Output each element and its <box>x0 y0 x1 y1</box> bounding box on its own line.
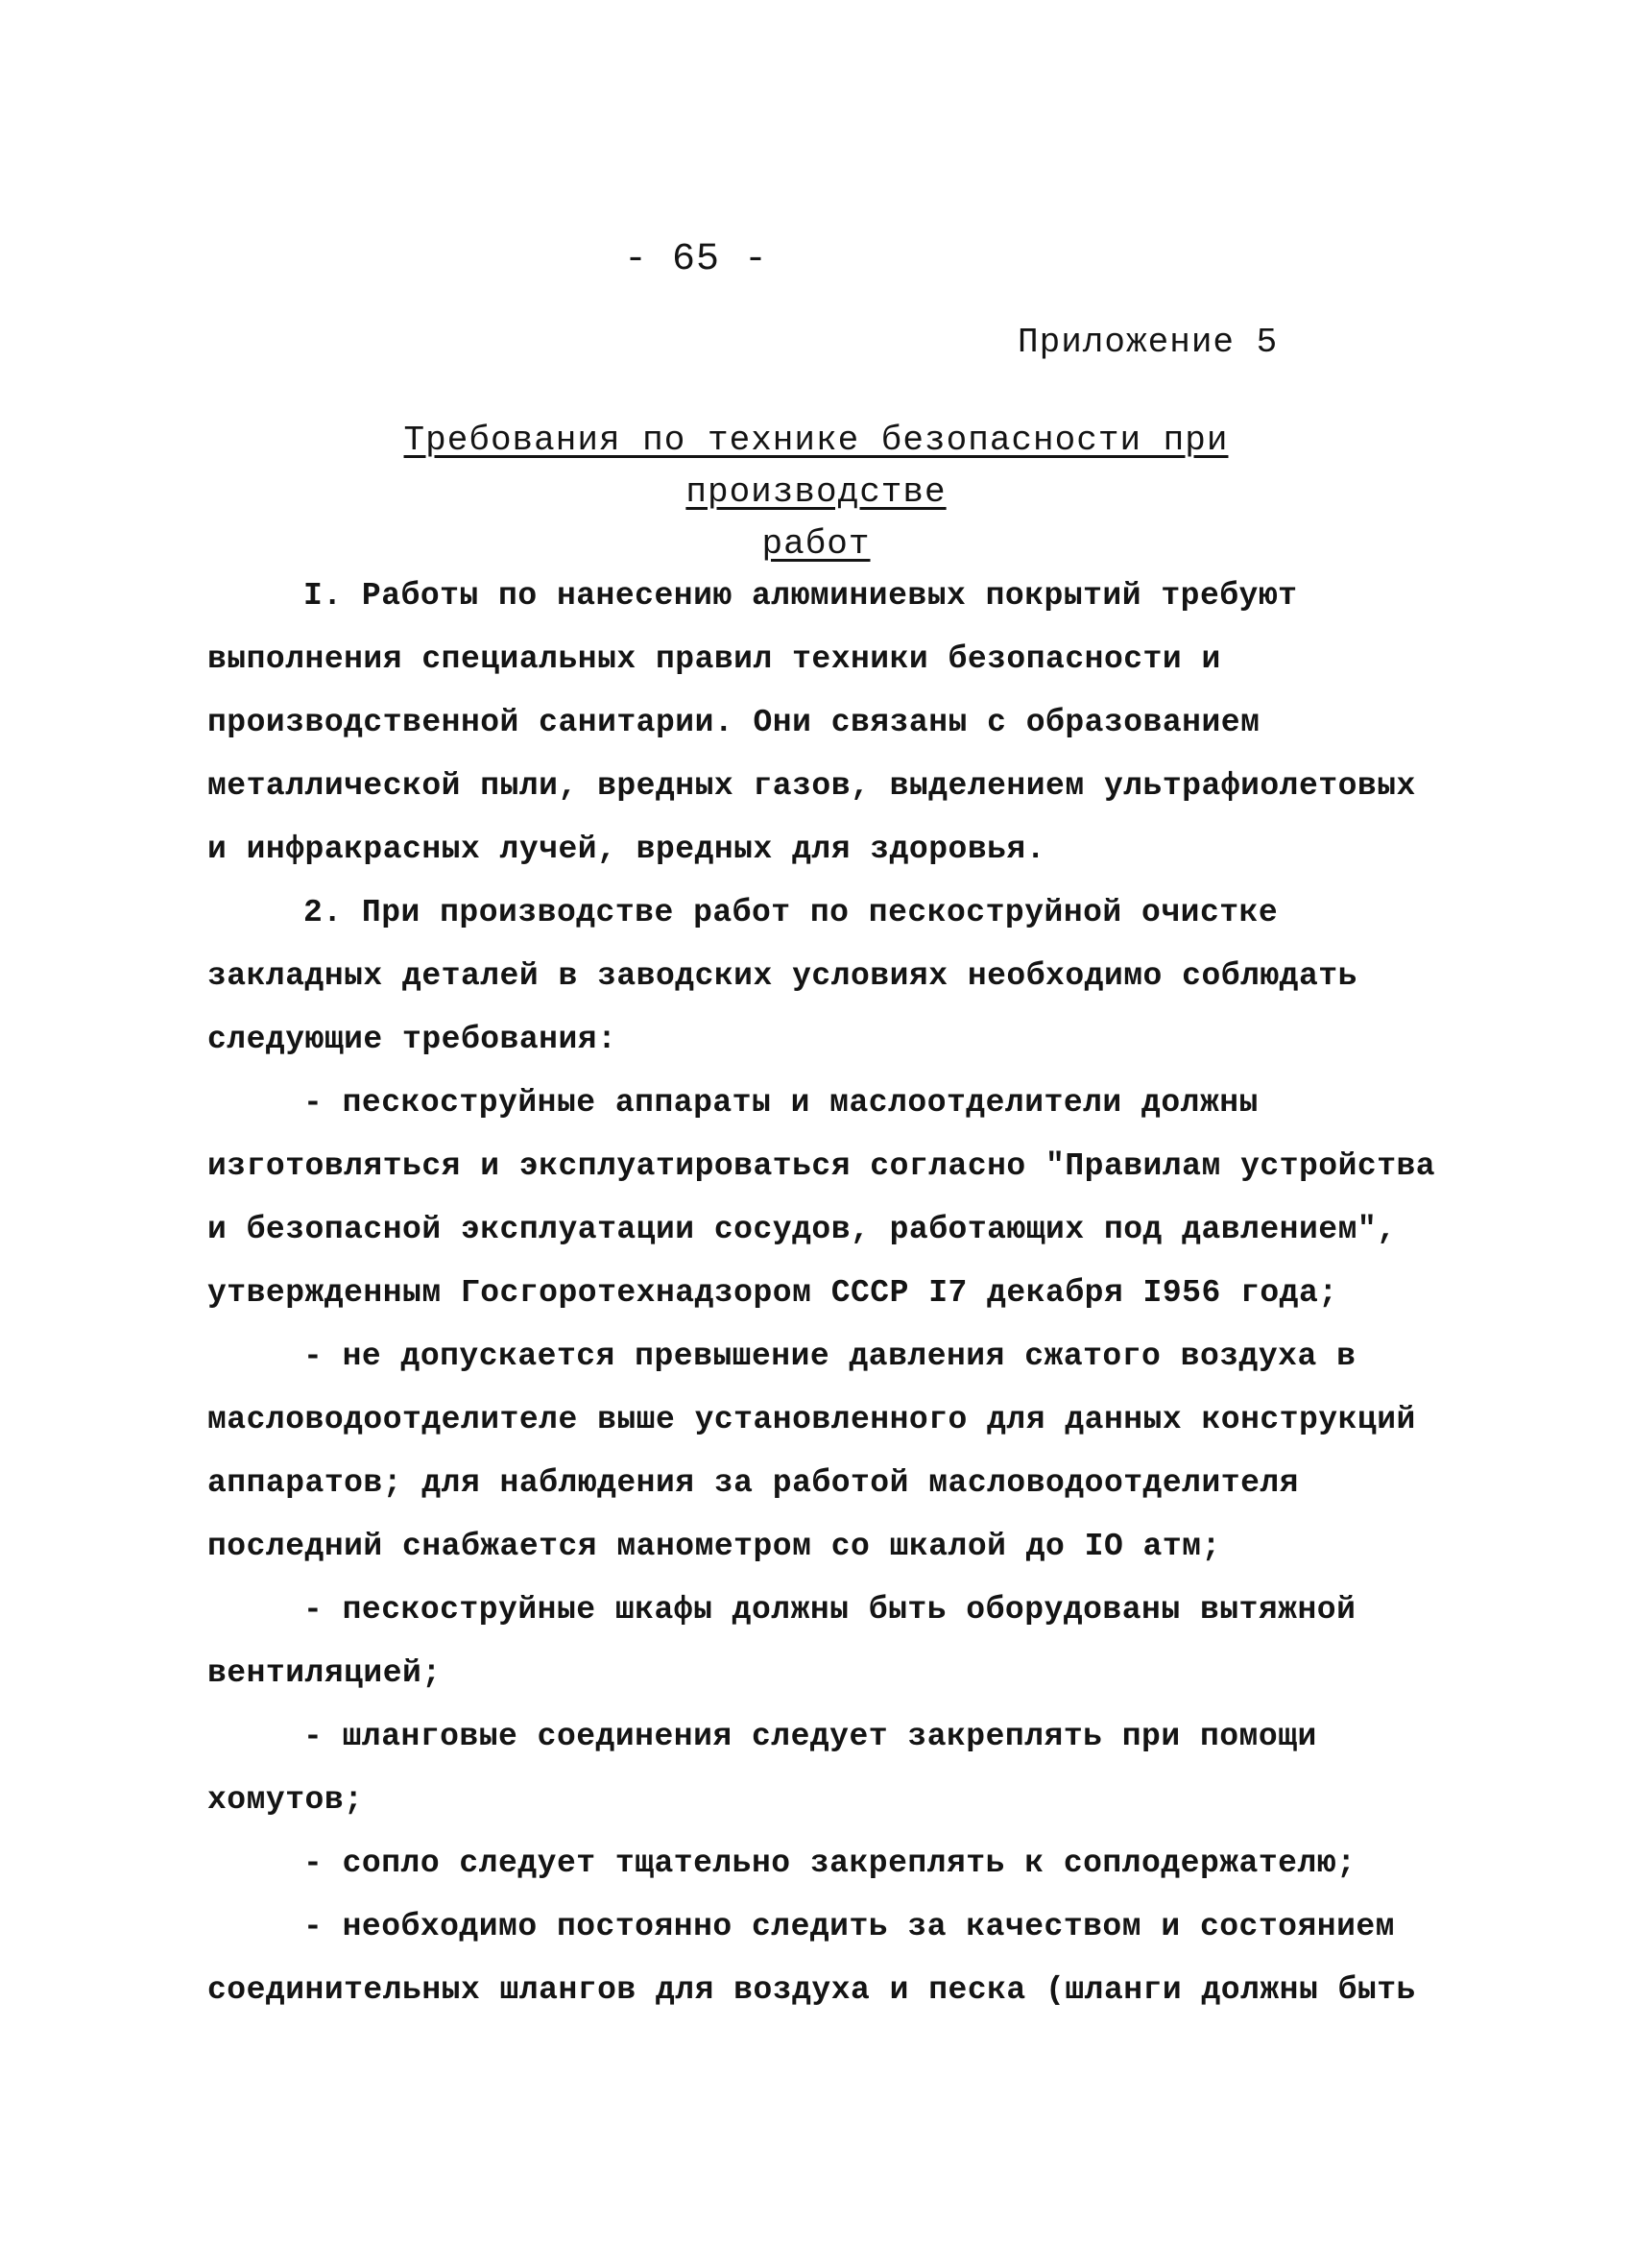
body-text <box>207 565 1446 2022</box>
appendix-label: Приложение 5 <box>1018 323 1279 362</box>
paragraph-5: - пескоструйные шкафы должны быть оборудованы вытяжной вентиляцией; <box>207 1592 1357 1691</box>
page-number: - 65 - <box>623 238 769 281</box>
paragraph-6: - шланговые соединения следует закреплять при помощи хомутов; <box>207 1719 1317 1818</box>
paragraph-7: - сопло следует тщательно закреплять к соплодержателю; <box>303 1846 1357 1881</box>
paragraph-1: I. Работы по нанесению алюминиевых покрытий требуют выполнения специальных правил техники безопасности и производственной санитарии. Они связаны с образованием металлической пыли, вредных газов, выделением ультрафиолетовых и инфракрасных лучей, вредных для здоровья. <box>207 578 1416 867</box>
paragraph-3: - пескоструйные аппараты и маслоотделители должны изготовляться и эксплуатироваться согласно "Правилам устройства и безопасной эксплуатации сосудов, работающих под давлением", утвержденным Госгоротехнадзором СССР I7 декабря I956 года; <box>207 1085 1436 1311</box>
paragraph-4: - не допускается превышение давления сжатого воздуха в масловодоотделителе выше установленного для данных конструкций аппаратов; для наблюдения за работой масловодоотделителя последний снабжается манометром со шкалой до IO атм; <box>207 1339 1416 1564</box>
paragraph-8: - необходимо постоянно следить за качеством и состоянием соединительных шлангов для воздуха и песка (шланги должны быть <box>207 1909 1416 2008</box>
paragraph-2: 2. При производстве работ по пескоструйной очистке закладных деталей в заводских условиях необходимо соблюдать следующие требования: <box>207 895 1357 1057</box>
section-title-line-2: работ <box>761 524 871 564</box>
section-title <box>288 415 1344 570</box>
section-title-line-1: Требования по технике безопасности при производстве <box>403 421 1229 512</box>
